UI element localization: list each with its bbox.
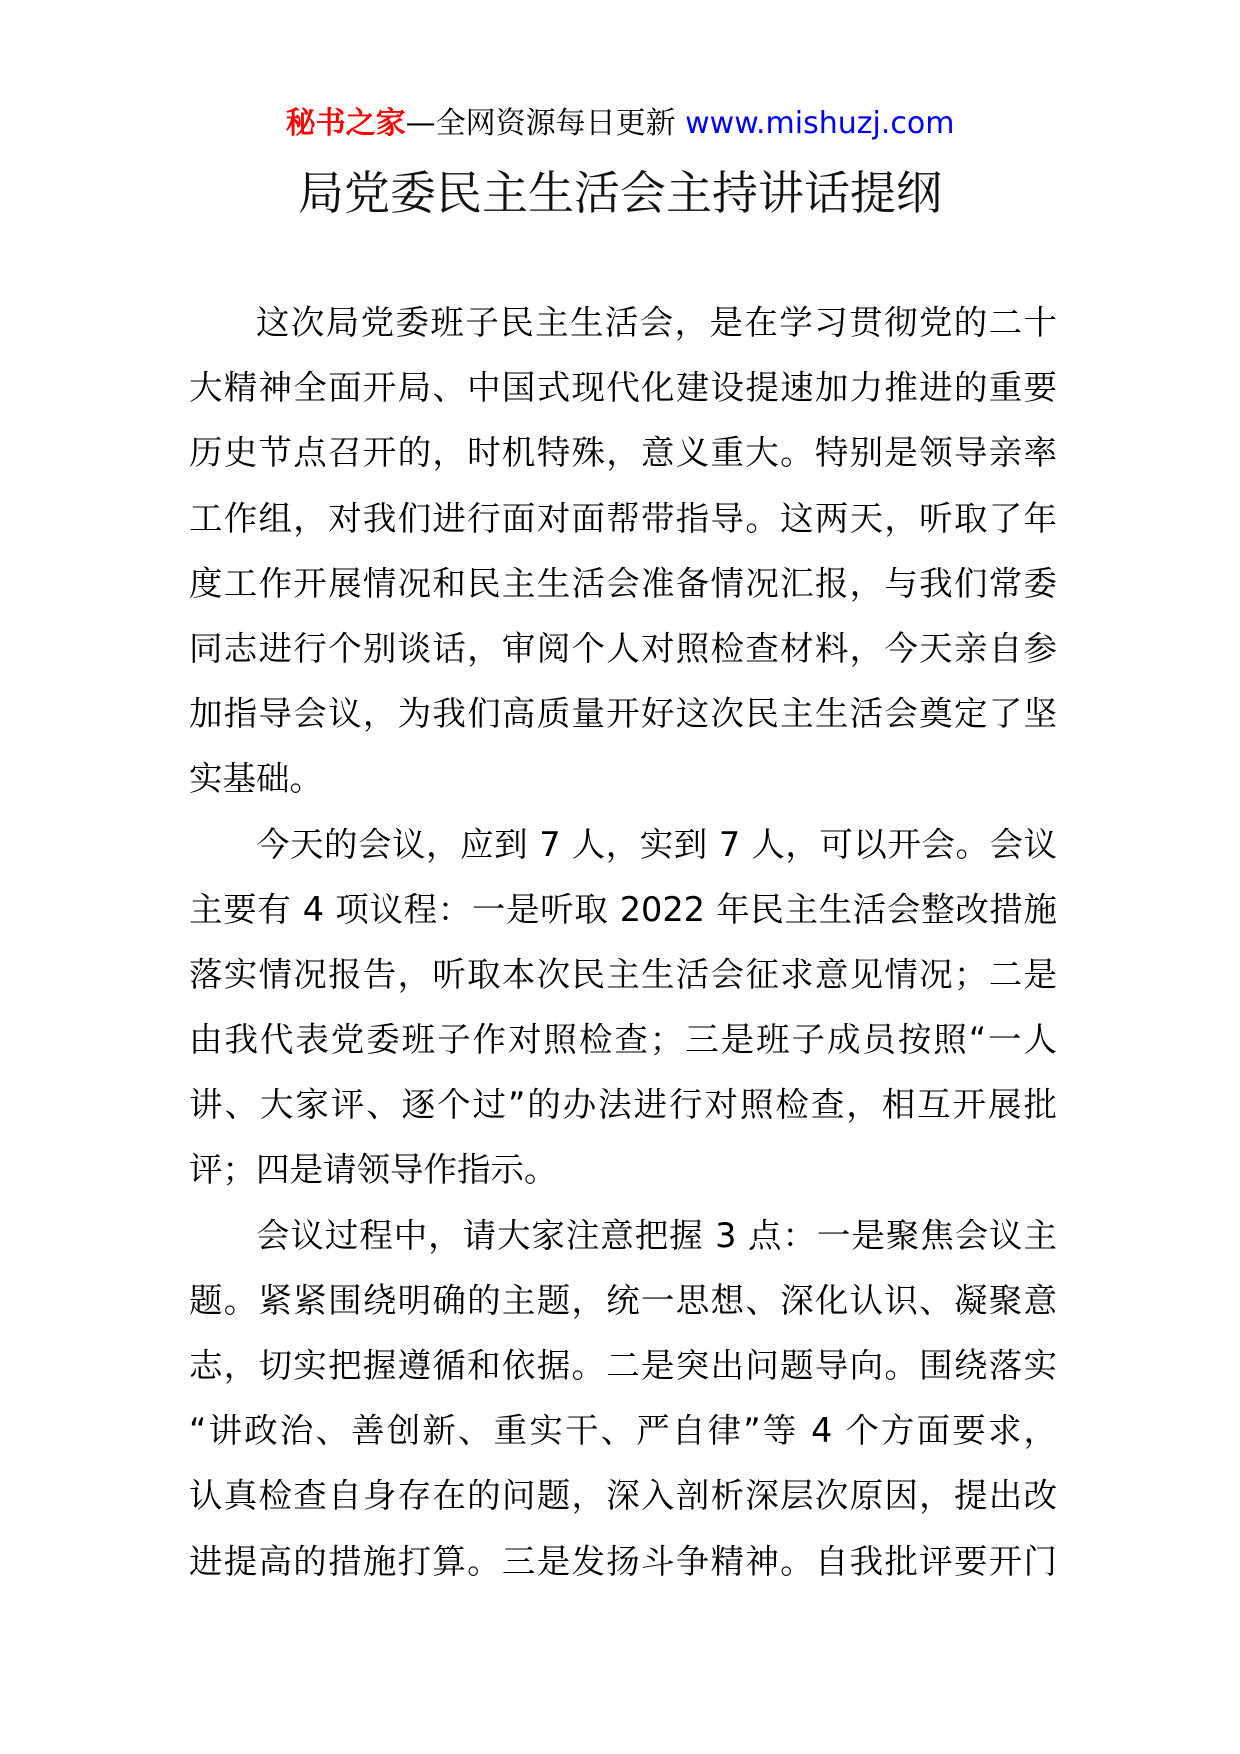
text-line: 这次局党委班子民主生活会，是在学习贯彻党的二十 (256, 303, 1057, 342)
text-line: 工作组，对我们进行面对面帮带指导。这两天，听取了年 (189, 498, 1057, 538)
paragraph-1 (189, 290, 1057, 812)
text-line: 志，切实把握遵循和依据。二是突出问题导向。围绕落实 (189, 1346, 1057, 1385)
site-brand: 秘书之家 (285, 106, 406, 141)
text-line: 评；四是请领导作指示。 (189, 1150, 558, 1190)
text-line: 题。紧紧围绕明确的主题，统一思想、深化认识、凝聚意 (189, 1280, 1057, 1320)
text-line: 进提高的措施打算。三是发扬斗争精神。自我批评要开门 (189, 1541, 1057, 1581)
document-title: 局党委民主生活会主持讲话提纲 (298, 166, 942, 220)
site-url-link[interactable]: www.mishuzj.com (685, 106, 955, 141)
text-line: 大精神全面开局、中国式现代化建设提速加力推进的重要 (189, 368, 1057, 408)
text-line: 今天的会议，应到 7 人，实到 7 人，可以开会。会议 (256, 824, 1057, 864)
text-line: 由我代表党委班子作对照检查；三是班子成员按照“一人 (189, 1020, 1057, 1060)
paragraph-3 (189, 1203, 1057, 1594)
text-line: 加指导会议，为我们高质量开好这次民主生活会奠定了坚 (189, 694, 1057, 734)
text-line: 同志进行个别谈话，审阅个人对照检查材料，今天亲自参 (189, 628, 1057, 668)
text-line: “讲政治、善创新、重实干、严自律”等 4 个方面要求， (189, 1411, 1057, 1451)
text-line: 主要有 4 项议程：一是听取 2022 年民主生活会整改措施 (189, 889, 1057, 929)
text-line: 实基础。 (189, 759, 323, 799)
text-line: 度工作开展情况和民主生活会准备情况汇报，与我们常委 (189, 563, 1057, 603)
site-banner (0, 104, 1240, 144)
text-line: 落实情况报告，听取本次民主生活会征求意见情况；二是 (189, 954, 1057, 994)
text-line: 历史节点召开的，时机特殊，意义重大。特别是领导亲率 (189, 433, 1057, 473)
document-body (189, 290, 1057, 1594)
text-line: 讲、大家评、逐个过”的办法进行对照检查，相互开展批 (189, 1085, 1057, 1125)
paragraph-2 (189, 812, 1057, 1203)
text-line: 会议过程中，请大家注意把握 3 点：一是聚焦会议主 (256, 1215, 1057, 1255)
text-line: 认真检查自身存在的问题，深入剖析深层次原因，提出改 (189, 1476, 1057, 1516)
site-tagline: —全网资源每日更新 (405, 106, 676, 141)
